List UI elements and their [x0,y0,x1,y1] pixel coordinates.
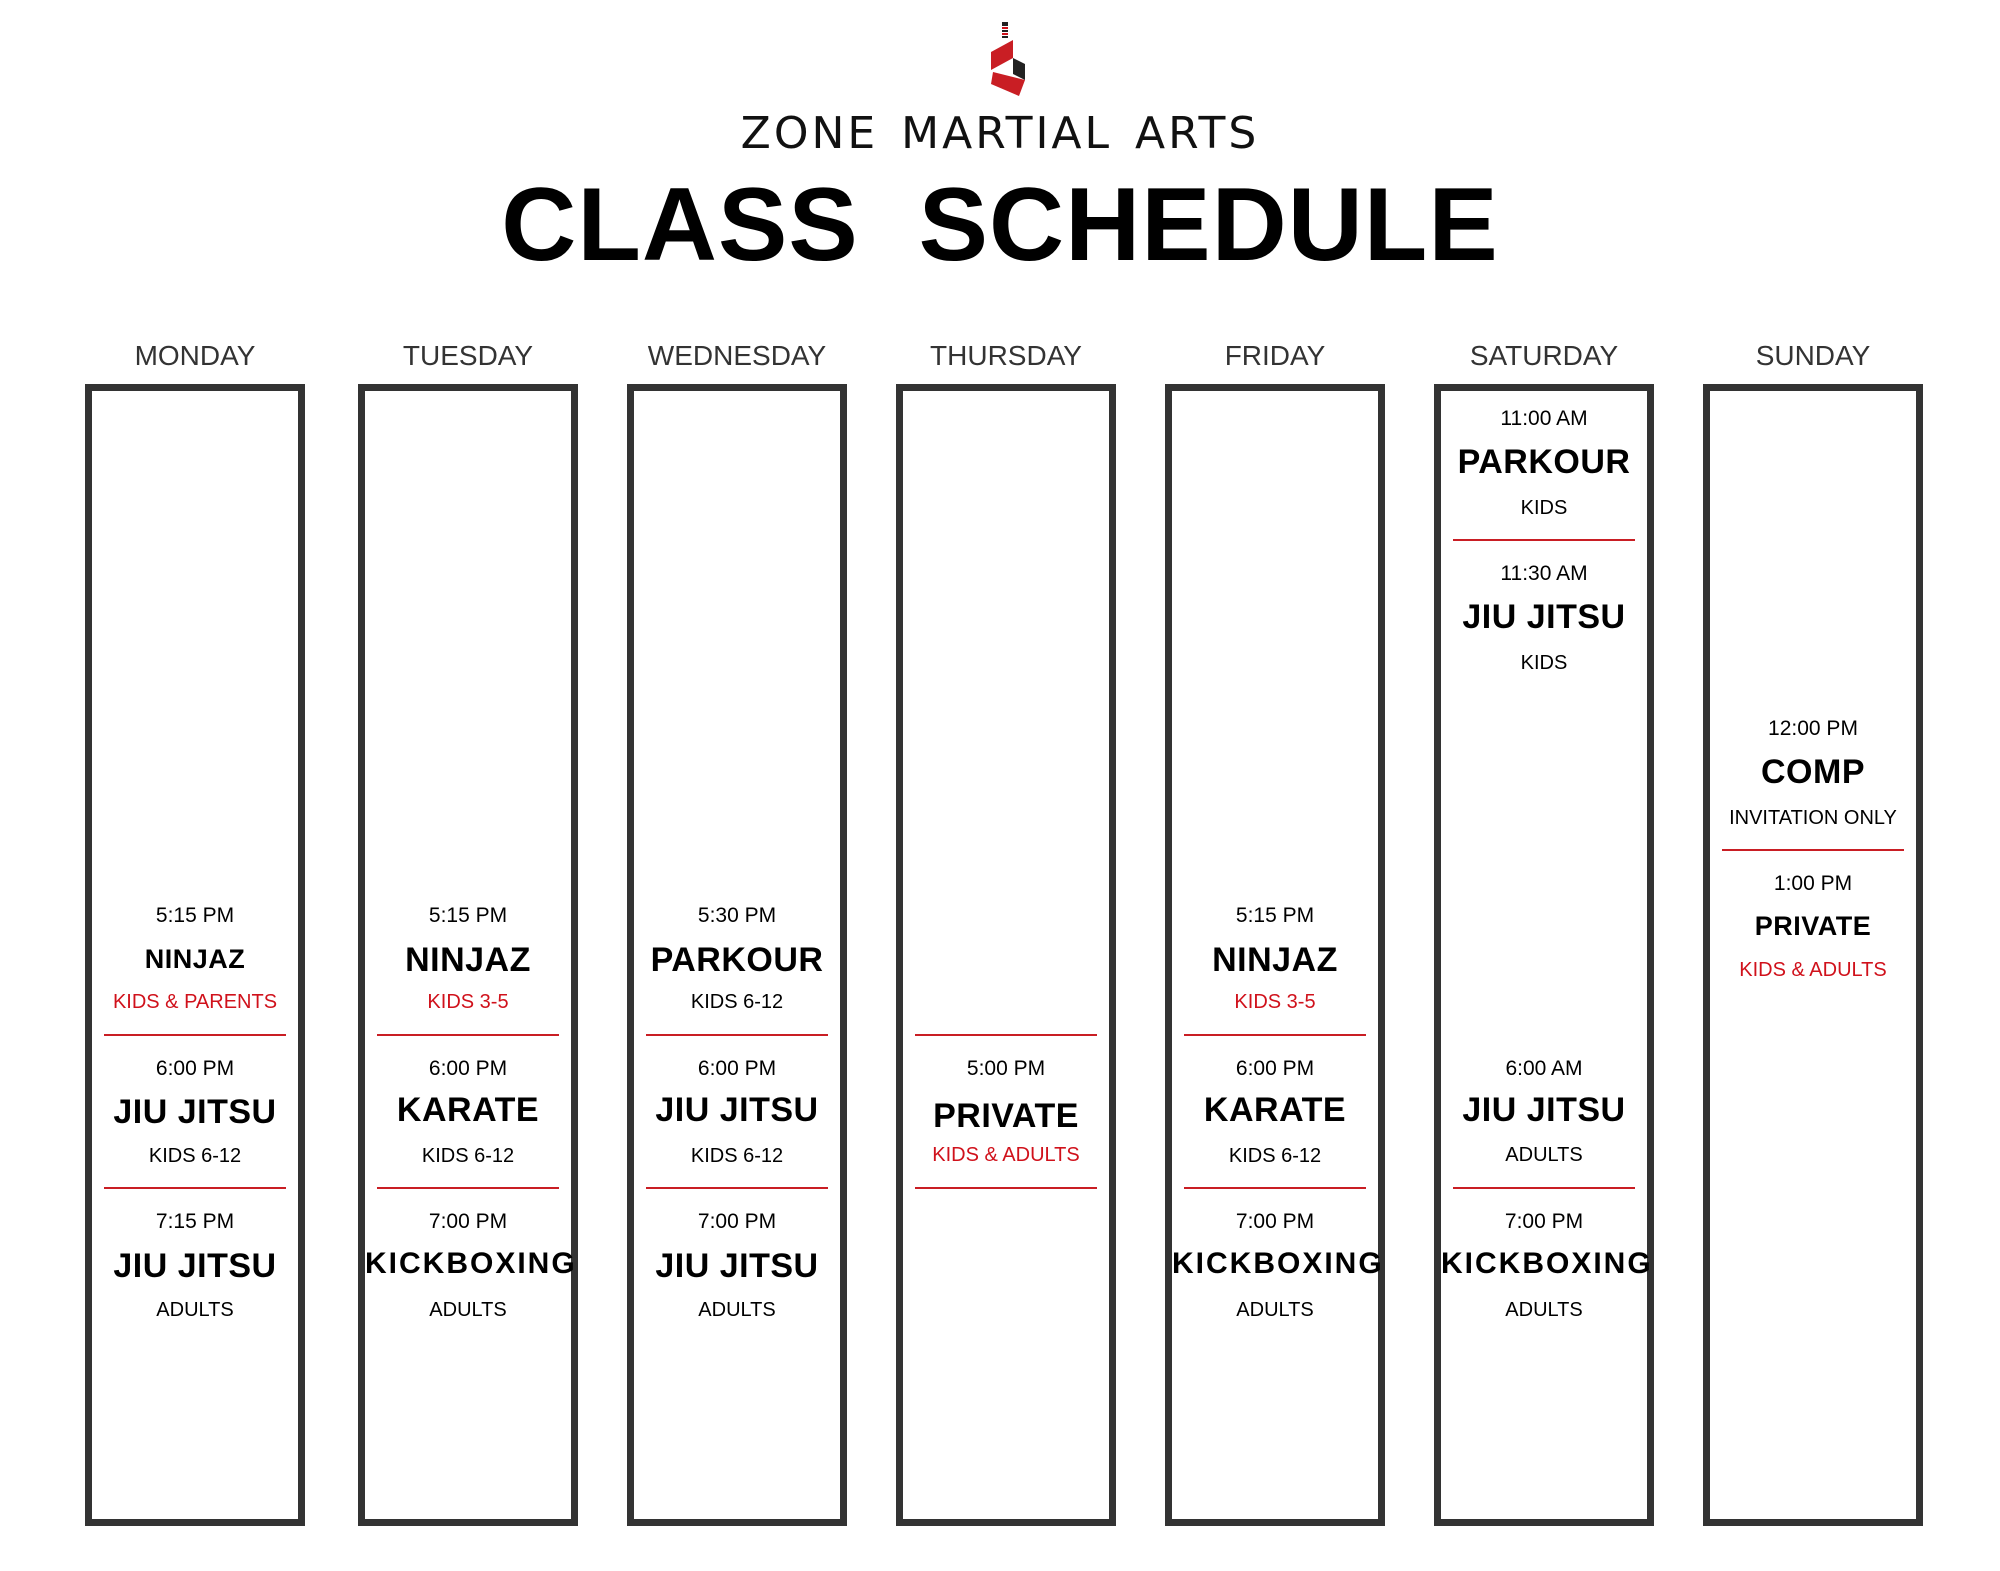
class-name: KARATE [1203,1091,1347,1129]
class-group: KIDS 6-12 [148,1145,242,1167]
class-group: KIDS & ADULTS [932,1144,1080,1166]
class-time: 5:15 PM [1235,904,1315,927]
class-time: 6:00 AM [1505,1057,1583,1080]
class-name: JIU JITSU [1462,598,1626,636]
class-name: JIU JITSU [113,1247,277,1285]
class-name: KICKBOXING [1172,1247,1384,1280]
class-group: ADULTS [156,1299,234,1321]
class-group: KIDS 6-12 [690,991,784,1013]
class-time: 11:30 AM [1500,562,1588,585]
class-divider [646,1034,828,1036]
class-name: PRIVATE [933,1097,1079,1135]
day-column-saturday [1434,384,1654,1526]
class-time: 7:00 PM [1235,1210,1315,1233]
day-column-wednesday [627,384,847,1526]
class-divider [1453,539,1635,541]
class-time: 5:15 PM [428,904,508,927]
class-time: 7:00 PM [697,1210,777,1233]
class-group: KIDS 3-5 [427,991,509,1013]
class-time: 1:00 PM [1773,872,1853,895]
day-label-friday: FRIDAY [1224,340,1326,371]
day-column-tuesday [358,384,578,1526]
class-group: KIDS & PARENTS [112,991,278,1013]
class-name: KICKBOXING [1441,1247,1653,1280]
page-title: CLASS SCHEDULE [501,167,1499,283]
class-name: NINJAZ [405,941,531,979]
class-time: 5:30 PM [697,904,777,927]
class-name: JIU JITSU [655,1247,819,1285]
class-name: PRIVATE [1754,911,1872,941]
class-divider [377,1034,559,1036]
class-group: KIDS 6-12 [1228,1145,1322,1167]
day-column-thursday [896,384,1116,1526]
class-divider [646,1187,828,1189]
class-time: 6:00 PM [155,1057,235,1080]
class-name: JIU JITSU [1462,1091,1626,1129]
class-divider [915,1187,1097,1189]
class-time: 6:00 PM [428,1057,508,1080]
class-divider [1184,1034,1366,1036]
class-group: ADULTS [698,1299,776,1321]
class-name: PARKOUR [1457,443,1631,481]
class-time: 6:00 PM [697,1057,777,1080]
class-group: ADULTS [1505,1299,1583,1321]
day-label-saturday: SATURDAY [1469,340,1619,371]
class-group: KIDS 6-12 [421,1145,515,1167]
day-column-friday [1165,384,1385,1526]
class-divider [104,1034,286,1036]
class-name: NINJAZ [144,944,246,974]
class-time: 7:00 PM [428,1210,508,1233]
class-name: NINJAZ [1212,941,1338,979]
class-divider [377,1187,559,1189]
class-name: PARKOUR [650,941,824,979]
class-divider [1722,849,1904,851]
day-label-wednesday: WEDNESDAY [647,340,827,371]
day-label-monday: MONDAY [134,340,256,371]
class-time: 12:00 PM [1768,717,1858,740]
class-time: 5:00 PM [966,1057,1046,1080]
class-divider [1453,1187,1635,1189]
class-name: COMP [1761,753,1865,791]
class-name: JIU JITSU [655,1091,819,1129]
class-group: KIDS & ADULTS [1739,959,1887,981]
class-time: 6:00 PM [1235,1057,1315,1080]
class-time: 11:00 AM [1500,407,1588,430]
day-label-tuesday: TUESDAY [402,340,534,371]
class-group: ADULTS [429,1299,507,1321]
class-group: KIDS 3-5 [1234,991,1316,1013]
brand-name: ZONE MARTIAL ARTS [740,108,1260,159]
day-column-sunday [1703,384,1923,1526]
class-group: INVITATION ONLY [1729,807,1897,829]
day-label-sunday: SUNDAY [1755,340,1871,371]
class-name: JIU JITSU [113,1093,277,1131]
class-group: KIDS [1520,497,1568,519]
class-time: 7:15 PM [155,1210,235,1233]
class-time: 7:00 PM [1504,1210,1584,1233]
class-group: ADULTS [1505,1144,1583,1166]
class-name: KICKBOXING [365,1247,577,1280]
logo-icon [983,20,1033,100]
class-time: 5:15 PM [155,904,235,927]
day-label-thursday: THURSDAY [930,340,1082,371]
day-column-monday [85,384,305,1526]
class-group: ADULTS [1236,1299,1314,1321]
class-divider [915,1034,1097,1036]
class-divider [104,1187,286,1189]
class-divider [1184,1187,1366,1189]
class-group: KIDS 6-12 [690,1145,784,1167]
class-group: KIDS [1520,652,1568,674]
class-name: KARATE [396,1091,540,1129]
